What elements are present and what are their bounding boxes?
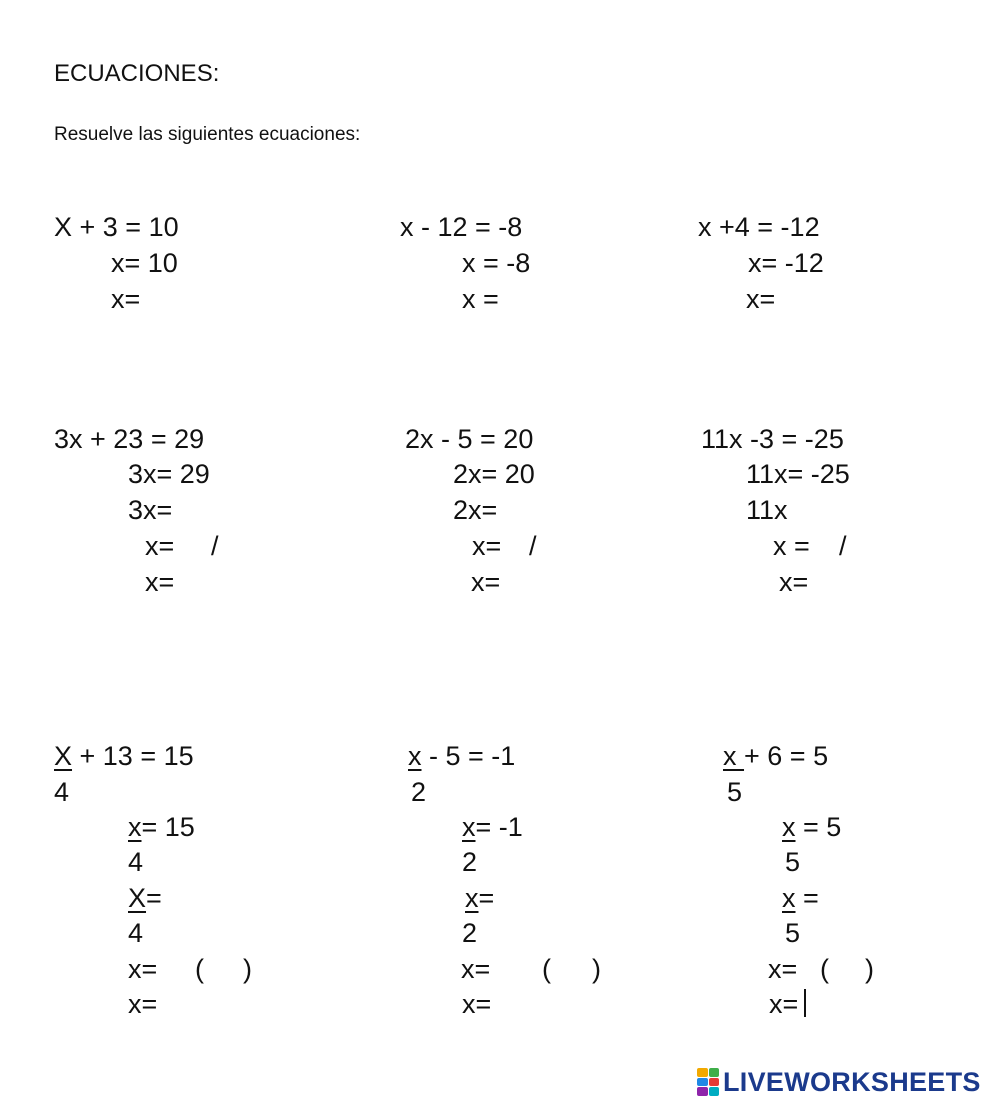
equation-line: x - 12 = -8 — [400, 212, 523, 242]
step-line[interactable]: x= -12 — [748, 248, 824, 278]
equation-line: 11x -3 = -25 — [701, 424, 844, 454]
equation-rest: + 13 = 15 — [72, 741, 194, 771]
step-line[interactable] — [465, 885, 494, 912]
fraction-numerator: x — [408, 741, 422, 771]
step-rest: = — [478, 883, 495, 913]
answer-line[interactable]: x = — [462, 284, 499, 314]
step-line[interactable]: x= — [128, 954, 158, 984]
fraction-denominator: 4 — [128, 847, 144, 877]
close-parenthesis: ) — [592, 954, 601, 984]
equation-line — [54, 743, 194, 770]
logo-square — [697, 1087, 708, 1096]
fraction-denominator: 4 — [54, 777, 70, 807]
step-line[interactable]: x= — [461, 954, 491, 984]
answer-line[interactable]: x= — [769, 989, 799, 1019]
answer-line[interactable]: x= — [128, 989, 158, 1019]
fraction-numerator: x — [782, 812, 796, 842]
step-line[interactable]: x= — [768, 954, 798, 984]
equation-line: X + 3 = 10 — [54, 212, 179, 242]
open-parenthesis: ( — [820, 954, 829, 984]
fraction-numerator: x — [782, 883, 796, 913]
fraction-numerator: x — [465, 883, 479, 913]
step-rest: = — [795, 883, 819, 913]
equation-line — [408, 743, 515, 770]
step-rest: = 5 — [795, 812, 842, 842]
step-rest: = — [146, 883, 162, 913]
step-line[interactable] — [128, 814, 195, 841]
fraction-slash: / — [211, 531, 219, 561]
page-title: ECUACIONES: — [54, 60, 220, 87]
fraction-denominator: 4 — [128, 918, 144, 948]
close-parenthesis: ) — [865, 954, 874, 984]
text-cursor — [804, 989, 806, 1017]
logo-square — [709, 1068, 720, 1077]
open-parenthesis: ( — [195, 954, 204, 984]
step-line[interactable] — [128, 885, 162, 912]
step-line[interactable]: 11x= -25 — [746, 459, 850, 489]
fraction-numerator: X — [128, 883, 147, 913]
step-line[interactable]: 11x — [746, 495, 788, 525]
fraction-numerator: x — [128, 812, 142, 842]
fraction-denominator: 2 — [462, 847, 478, 877]
logo-square — [709, 1078, 720, 1087]
step-line[interactable]: x= 10 — [111, 248, 178, 278]
answer-line[interactable]: x= — [111, 284, 141, 314]
step-line[interactable]: x = -8 — [462, 248, 531, 278]
fraction-denominator: 2 — [411, 777, 427, 807]
close-parenthesis: ) — [243, 954, 252, 984]
brand-name: LIVEWORKSHEETS — [723, 1066, 981, 1097]
fraction-slash: / — [839, 531, 847, 561]
step-line[interactable] — [462, 814, 523, 841]
fraction-denominator: 5 — [785, 918, 801, 948]
step-line[interactable]: 2x= — [453, 495, 498, 525]
step-line[interactable]: 3x= — [128, 495, 173, 525]
step-line[interactable]: 2x= 20 — [453, 459, 535, 489]
equation-line: 2x - 5 = 20 — [405, 424, 534, 454]
step-line[interactable]: x = — [773, 531, 810, 561]
fraction-denominator: 5 — [727, 777, 743, 807]
step-rest: = 15 — [141, 812, 195, 842]
equation-line — [723, 743, 828, 770]
answer-line[interactable]: x= — [779, 567, 809, 597]
liveworksheets-mark-icon — [697, 1068, 719, 1096]
fraction-numerator: X — [54, 741, 73, 771]
step-line[interactable] — [782, 885, 819, 912]
logo-square — [697, 1078, 708, 1087]
open-parenthesis: ( — [542, 954, 551, 984]
logo-square — [709, 1087, 720, 1096]
fraction-numerator: x — [462, 812, 476, 842]
step-line[interactable]: 3x= 29 — [128, 459, 210, 489]
equation-rest: - 5 = -1 — [421, 741, 516, 771]
instruction-text: Resuelve las siguientes ecuaciones: — [54, 124, 361, 145]
fraction-numerator: x — [723, 741, 745, 771]
answer-line[interactable]: x= — [471, 567, 501, 597]
equation-line: 3x + 23 = 29 — [54, 424, 205, 454]
logo-square — [697, 1068, 708, 1077]
answer-line[interactable]: x= — [462, 989, 492, 1019]
step-line[interactable]: x= — [472, 531, 502, 561]
step-line[interactable]: x= — [145, 531, 175, 561]
fraction-slash: / — [529, 531, 537, 561]
liveworksheets-logo[interactable] — [697, 1068, 981, 1096]
step-rest: = -1 — [475, 812, 523, 842]
step-line[interactable] — [782, 814, 841, 841]
fraction-denominator: 2 — [462, 918, 478, 948]
fraction-denominator: 5 — [785, 847, 801, 877]
equation-rest: + 6 = 5 — [744, 741, 829, 771]
answer-line[interactable]: x= — [746, 284, 776, 314]
equation-line: x +4 = -12 — [698, 212, 820, 242]
answer-line[interactable]: x= — [145, 567, 175, 597]
